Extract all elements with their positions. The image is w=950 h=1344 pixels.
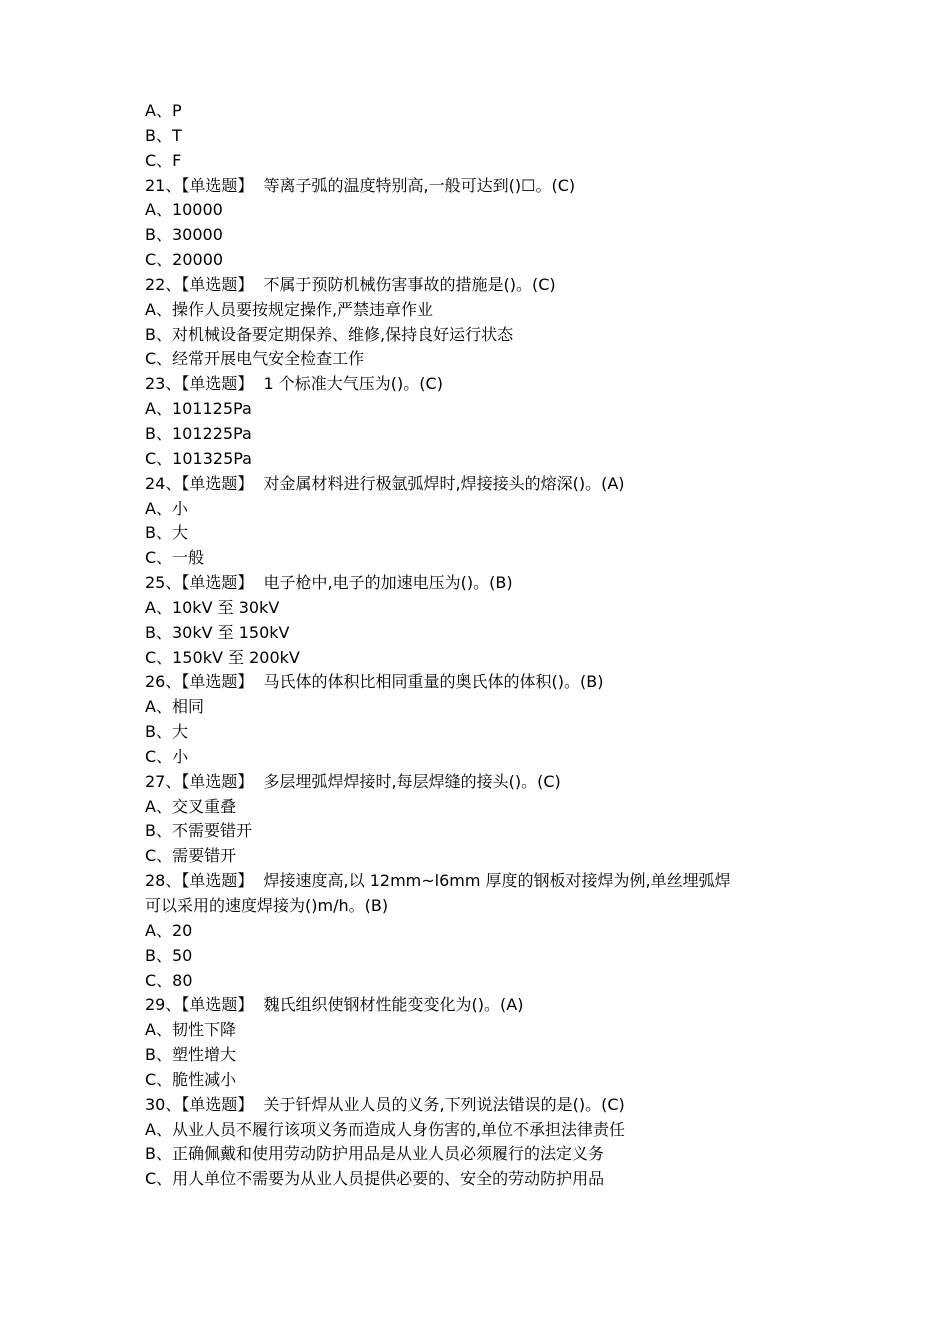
option-line: C、101325Pa	[145, 448, 252, 468]
option-line: A、相同	[145, 697, 204, 717]
option-line: A、韧性下降	[145, 1020, 236, 1040]
question-list	[145, 99, 810, 1192]
question-line-continued: 可以采用的速度焊接为()m/h。(B)	[145, 896, 389, 915]
question-line: 27、【单选题】 多层埋弧焊焊接时,每层焊缝的接头()。(C)	[145, 771, 561, 791]
question-line: 25、【单选题】 电子枪中,电子的加速电压为()。(B)	[145, 573, 513, 593]
option-line: A、操作人员要按规定操作,严禁违章作业	[145, 299, 434, 319]
option-line: C、经常开展电气安全检查工作	[145, 349, 365, 369]
option-line: C、用人单位不需要为从业人员提供必要的、安全的劳动防护用品	[145, 1169, 605, 1189]
option-line: C、20000	[145, 250, 224, 270]
option-line: C、150kV 至 200kV	[145, 647, 300, 667]
option-line: B、不需要错开	[145, 821, 252, 841]
question-line: 21、【单选题】 等离子弧的温度特别高,一般可达到()☐。(C)	[145, 175, 576, 195]
option-line: B、正确佩戴和使用劳动防护用品是从业人员必须履行的法定义务	[145, 1144, 604, 1164]
option-line: A、10000	[145, 200, 223, 220]
option-line: C、小	[145, 746, 189, 766]
option-line: C、一般	[145, 548, 205, 568]
question-line: 29、【单选题】 魏氏组织使钢材性能变变化为()。(A)	[145, 995, 524, 1015]
question-line: 26、【单选题】 马氏体的体积比相同重量的奥氏体的体积()。(B)	[145, 672, 604, 692]
option-line: A、从业人员不履行该项义务而造成人身伤害的,单位不承担法律责任	[145, 1119, 626, 1139]
option-line: A、20	[145, 920, 193, 940]
option-line: A、10kV 至 30kV	[145, 597, 280, 617]
option-line: C、F	[145, 150, 182, 170]
option-line: C、需要错开	[145, 846, 237, 866]
option-line: C、脆性减小	[145, 1069, 237, 1089]
option-line: B、101225Pa	[145, 423, 252, 443]
option-line: B、50	[145, 945, 193, 965]
option-line: B、大	[145, 523, 188, 543]
question-line: 30、【单选题】 关于钎焊从业人员的义务,下列说法错误的是()。(C)	[145, 1094, 625, 1114]
option-line: C、80	[145, 970, 193, 990]
option-line: A、小	[145, 498, 188, 518]
question-line: 28、【单选题】 焊接速度高,以 12mm~l6mm 厚度的钢板对接焊为例,单丝埋弧焊	[145, 871, 731, 891]
option-line: B、对机械设备要定期保养、维修,保持良好运行状态	[145, 324, 514, 344]
option-line: B、30kV 至 150kV	[145, 622, 290, 642]
option-line: B、大	[145, 722, 188, 742]
option-line: B、T	[145, 125, 182, 145]
option-line: B、30000	[145, 225, 223, 245]
option-line: A、101125Pa	[145, 399, 252, 419]
question-line: 24、【单选题】 对金属材料进行极氩弧焊时,焊接接头的熔深()。(A)	[145, 473, 625, 493]
option-line: B、塑性增大	[145, 1045, 236, 1065]
option-line: A、交叉重叠	[145, 796, 236, 816]
question-line: 23、【单选题】 1 个标准大气压为()。(C)	[145, 374, 443, 394]
option-line: A、P	[145, 101, 182, 120]
question-line: 22、【单选题】 不属于预防机械伤害事故的措施是()。(C)	[145, 274, 556, 294]
